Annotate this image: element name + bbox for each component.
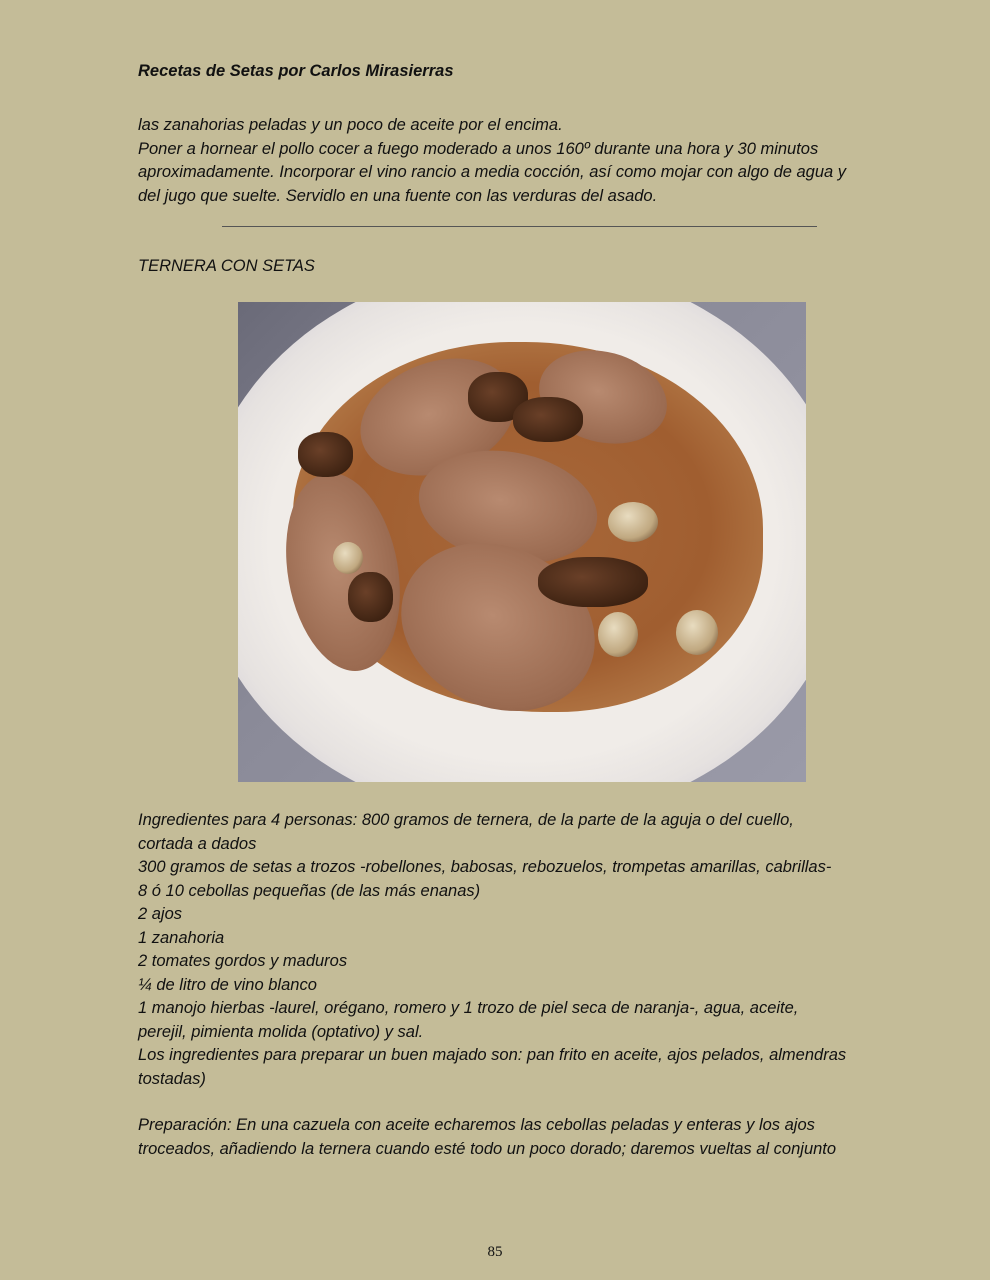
- mushroom-cap: [676, 610, 718, 655]
- ingredients-line: 1 manojo hierbas -laurel, orégano, romero y 1 trozo de piel seca de naranja-, agua, aceite,: [138, 999, 799, 1017]
- ingredients-line: 2 ajos: [138, 905, 183, 923]
- mushroom-cap: [598, 612, 638, 657]
- ingredients-line: tostadas): [138, 1069, 206, 1088]
- text-line: del jugo que suelte. Servidlo en una fuente con las verduras del asado.: [138, 186, 658, 205]
- preparation-line: Preparación: En una cazuela con aceite echaremos las cebollas peladas y enteras y los ajos: [138, 1116, 815, 1134]
- mushroom-cap: [608, 502, 658, 542]
- document-header-title: Recetas de Setas por Carlos Mirasierras: [138, 62, 454, 80]
- mushroom-cap: [333, 542, 363, 574]
- mushroom: [538, 557, 648, 607]
- ingredients-line: ¼ de litro de vino blanco: [138, 975, 317, 994]
- text-line: las zanahorias peladas y un poco de aceite por el encima.: [138, 116, 563, 134]
- mushroom: [513, 397, 583, 442]
- ingredients-line: Ingredientes para 4 personas: 800 gramos de ternera, de la parte de la aguja o del cuello,: [138, 811, 794, 829]
- mushroom: [348, 572, 393, 622]
- ingredients-line: 2 tomates gordos y maduros: [138, 952, 348, 970]
- ingredients-line: perejil, pimienta molida (optativo) y sal.: [138, 1022, 424, 1041]
- preparation-line: troceados, añadiendo la ternera cuando esté todo un poco dorado; daremos vueltas al conjunto: [138, 1139, 837, 1158]
- recipe-photo: [238, 302, 806, 782]
- mushroom: [298, 432, 353, 477]
- ingredients-line: cortada a dados: [138, 834, 257, 853]
- ingredients-line: 8 ó 10 cebollas pequeñas (de las más enanas): [138, 881, 481, 900]
- ingredients-line: 300 gramos de setas a trozos -robellones, babosas, rebozuelos, trompetas amarillas, cabrillas-: [138, 858, 832, 876]
- ingredients-line: Los ingredientes para preparar un buen majado son: pan frito en aceite, ajos pelados, almendras: [138, 1046, 847, 1064]
- text-line: Poner a hornear el pollo cocer a fuego moderado a unos 160º durante una hora y 30 minutos: [138, 139, 819, 158]
- section-divider: [222, 226, 817, 227]
- text-line: aproximadamente. Incorporar el vino rancio a media cocción, así como mojar con algo de agua y: [138, 163, 847, 181]
- recipe-title: TERNERA CON SETAS: [138, 257, 315, 275]
- page-number: 85: [487, 1244, 503, 1260]
- ingredients-line: 1 zanahoria: [138, 928, 225, 947]
